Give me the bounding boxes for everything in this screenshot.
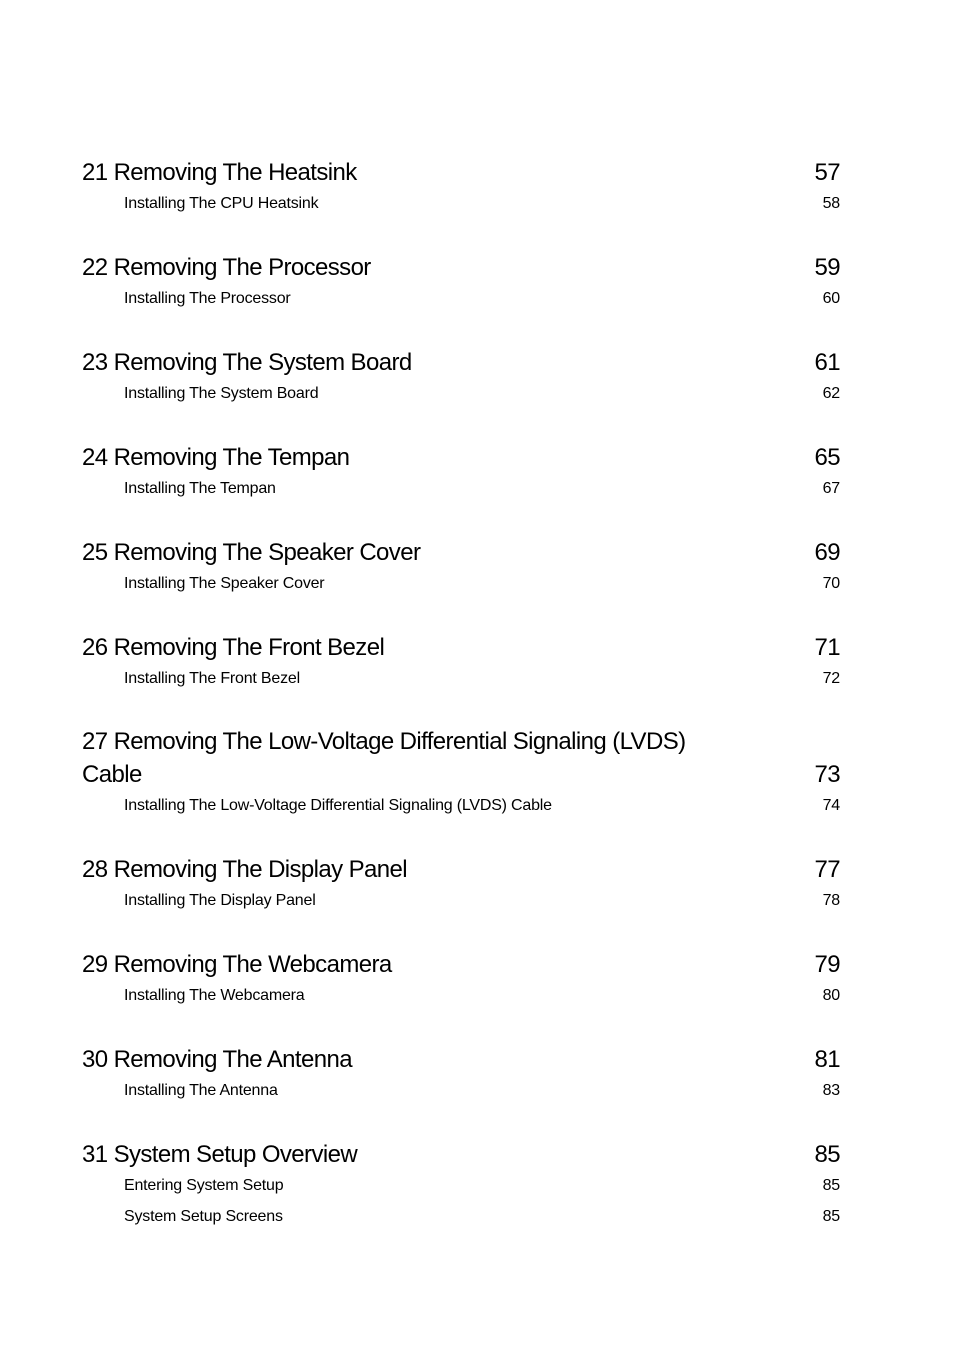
toc-subentry-page: 83 [822,1082,840,1099]
toc-entry[interactable] [82,441,840,474]
toc-entry[interactable] [82,251,840,284]
toc-chapter-29 [82,948,840,1012]
toc-subentry-title: Installing The Antenna [124,1082,278,1099]
toc-subentry-page: 67 [822,480,840,497]
toc-entry-page: 61 [814,349,840,376]
toc-chapter-27 [82,726,840,822]
toc-subentry-title: Entering System Setup [124,1177,284,1194]
toc-subentry-page: 62 [822,385,840,402]
toc-subentry-page: 85 [822,1208,840,1225]
toc-entry[interactable] [82,346,840,379]
toc-chapter-21 [82,156,840,220]
toc-subentry-title: Installing The Display Panel [124,892,316,909]
toc-subentry-page: 74 [822,797,840,814]
toc-chapter-22 [82,251,840,315]
toc-chapter-30 [82,1043,840,1107]
toc-subentry[interactable] [82,885,840,917]
toc-entry[interactable] [82,758,840,791]
toc-entry-title: 23 Removing The System Board [82,349,412,376]
toc-entry-page: 79 [814,951,840,978]
toc-subentry-title: Installing The System Board [124,385,319,402]
toc-entry-title: 24 Removing The Tempan [82,444,350,471]
toc-subentry-page: 80 [822,987,840,1004]
toc-entry-title: 30 Removing The Antenna [82,1046,352,1073]
toc-entry-title: 22 Removing The Processor [82,254,371,281]
toc-subentry-page: 78 [822,892,840,909]
toc-entry-page: 85 [814,1141,840,1168]
table-of-contents [82,156,840,1233]
toc-subentry-page: 58 [822,195,840,212]
toc-entry[interactable] [82,536,840,569]
toc-chapter-24 [82,441,840,505]
toc-entry[interactable] [82,853,840,886]
toc-entry-page: 71 [814,634,840,661]
toc-subentry[interactable] [82,980,840,1012]
toc-entry-page: 65 [814,444,840,471]
toc-subentry-title: Installing The Webcamera [124,987,305,1004]
toc-subentry[interactable] [82,378,840,410]
toc-entry-page: 77 [814,856,840,883]
toc-entry-title: 21 Removing The Heatsink [82,159,357,186]
toc-chapter-25 [82,536,840,600]
toc-subentry-title: Installing The Speaker Cover [124,575,325,592]
toc-subentry-page: 70 [822,575,840,592]
toc-chapter-31 [82,1138,840,1233]
toc-subentry-title: Installing The CPU Heatsink [124,195,319,212]
toc-subentry-page: 72 [822,670,840,687]
toc-chapter-28 [82,853,840,917]
toc-subentry-title: Installing The Tempan [124,480,276,497]
toc-entry-title-line2: Cable [82,761,142,788]
toc-entry-title: 28 Removing The Display Panel [82,856,408,883]
toc-subentry-page: 85 [822,1177,840,1194]
toc-subentry-title: Installing The Front Bezel [124,670,300,687]
toc-entry-page: 59 [814,254,840,281]
toc-entry-title: 29 Removing The Webcamera [82,951,392,978]
toc-subentry[interactable] [82,790,840,822]
toc-entry-title: 31 System Setup Overview [82,1141,358,1168]
toc-entry-title-line1[interactable]: 27 Removing The Low-Voltage Differential Signaling (LVDS) [82,728,686,755]
toc-entry[interactable] [82,1043,840,1076]
toc-entry-page: 69 [814,539,840,566]
toc-subentry[interactable] [82,1170,840,1202]
toc-entry[interactable] [82,1138,840,1171]
toc-subentry[interactable] [82,473,840,505]
toc-entry[interactable] [82,156,840,189]
toc-entry[interactable] [82,948,840,981]
toc-subentry[interactable] [82,1075,840,1107]
toc-entry-page: 81 [814,1046,840,1073]
toc-subentry[interactable] [82,663,840,695]
toc-subentry-page: 60 [822,290,840,307]
toc-entry-page: 57 [814,159,840,186]
toc-entry-title: 26 Removing The Front Bezel [82,634,385,661]
toc-subentry[interactable] [82,283,840,315]
toc-entry-page: 73 [814,761,840,788]
toc-chapter-23 [82,346,840,410]
toc-subentry-title: System Setup Screens [124,1208,283,1225]
toc-subentry[interactable] [82,1201,840,1233]
toc-entry-title: 25 Removing The Speaker Cover [82,539,421,566]
toc-subentry-title: Installing The Processor [124,290,291,307]
toc-subentry[interactable] [82,188,840,220]
toc-subentry[interactable] [82,568,840,600]
toc-entry[interactable] [82,631,840,664]
toc-subentry-title: Installing The Low-Voltage Differential Signaling (LVDS) Cable [124,797,552,814]
toc-chapter-26 [82,631,840,695]
